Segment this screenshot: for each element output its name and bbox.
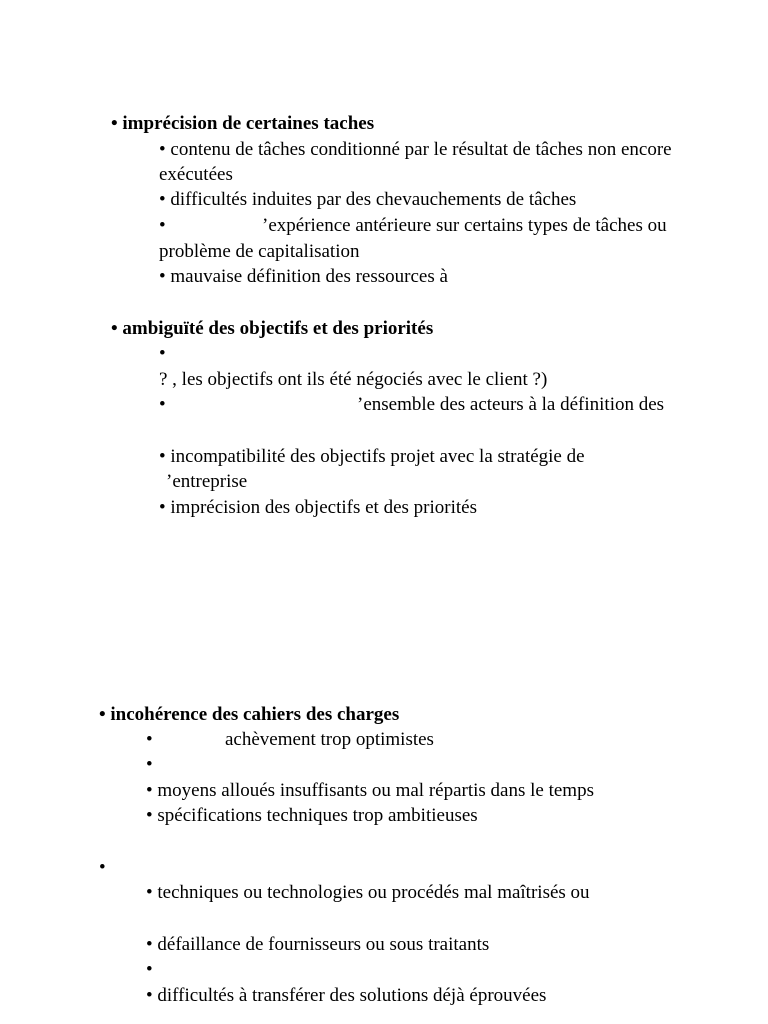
section2-line-1: •	[159, 343, 166, 364]
section2-line-2: ? , les objectifs ont ils été négociés avec le client ?)	[159, 369, 548, 390]
section4-line-3: •	[146, 959, 153, 980]
section4-heading: •	[99, 857, 106, 878]
section4-line-4: • difficultés à transférer des solutions déjà éprouvées	[146, 985, 547, 1006]
section2-line-4: • incompatibilité des objectifs projet avec la stratégie de	[159, 446, 585, 467]
section1-heading: • imprécision de certaines taches	[111, 113, 375, 134]
section3-heading: • incohérence des cahiers des charges	[99, 704, 400, 725]
section3-line-4: • spécifications techniques trop ambitieuses	[146, 805, 478, 826]
section2-line-3-text: ’ensemble des acteurs à la définition des	[357, 394, 665, 415]
section2-heading: • ambiguïté des objectifs et des priorités	[111, 318, 434, 339]
section3-line-1-text: achèvement trop optimistes	[225, 729, 434, 750]
section2-line-6: • imprécision des objectifs et des priorités	[159, 497, 477, 518]
section1-line-3: • difficultés induites par des chevauchements de tâches	[159, 189, 577, 210]
section1-line-1: • contenu de tâches conditionné par le résultat de tâches non encore	[159, 139, 672, 160]
section4-line-2: • défaillance de fournisseurs ou sous traitants	[146, 934, 490, 955]
section1-line-2: exécutées	[159, 164, 233, 185]
section1-line-4-bullet: •	[159, 215, 166, 236]
section4-line-1: • techniques ou technologies ou procédés mal maîtrisés ou	[146, 882, 590, 903]
section1-line-6: • mauvaise définition des ressources à	[159, 266, 448, 287]
section2-line-3-bullet: •	[159, 394, 166, 415]
section3-line-3: • moyens alloués insuffisants ou mal répartis dans le temps	[146, 780, 594, 801]
section3-line-1-bullet: •	[146, 729, 153, 750]
section1-line-4-text: ’expérience antérieure sur certains types de tâches ou	[262, 215, 667, 236]
section3-line-2: •	[146, 754, 153, 775]
section1-line-5: problème de capitalisation	[159, 241, 360, 262]
section2-line-5: ’entreprise	[166, 471, 248, 492]
